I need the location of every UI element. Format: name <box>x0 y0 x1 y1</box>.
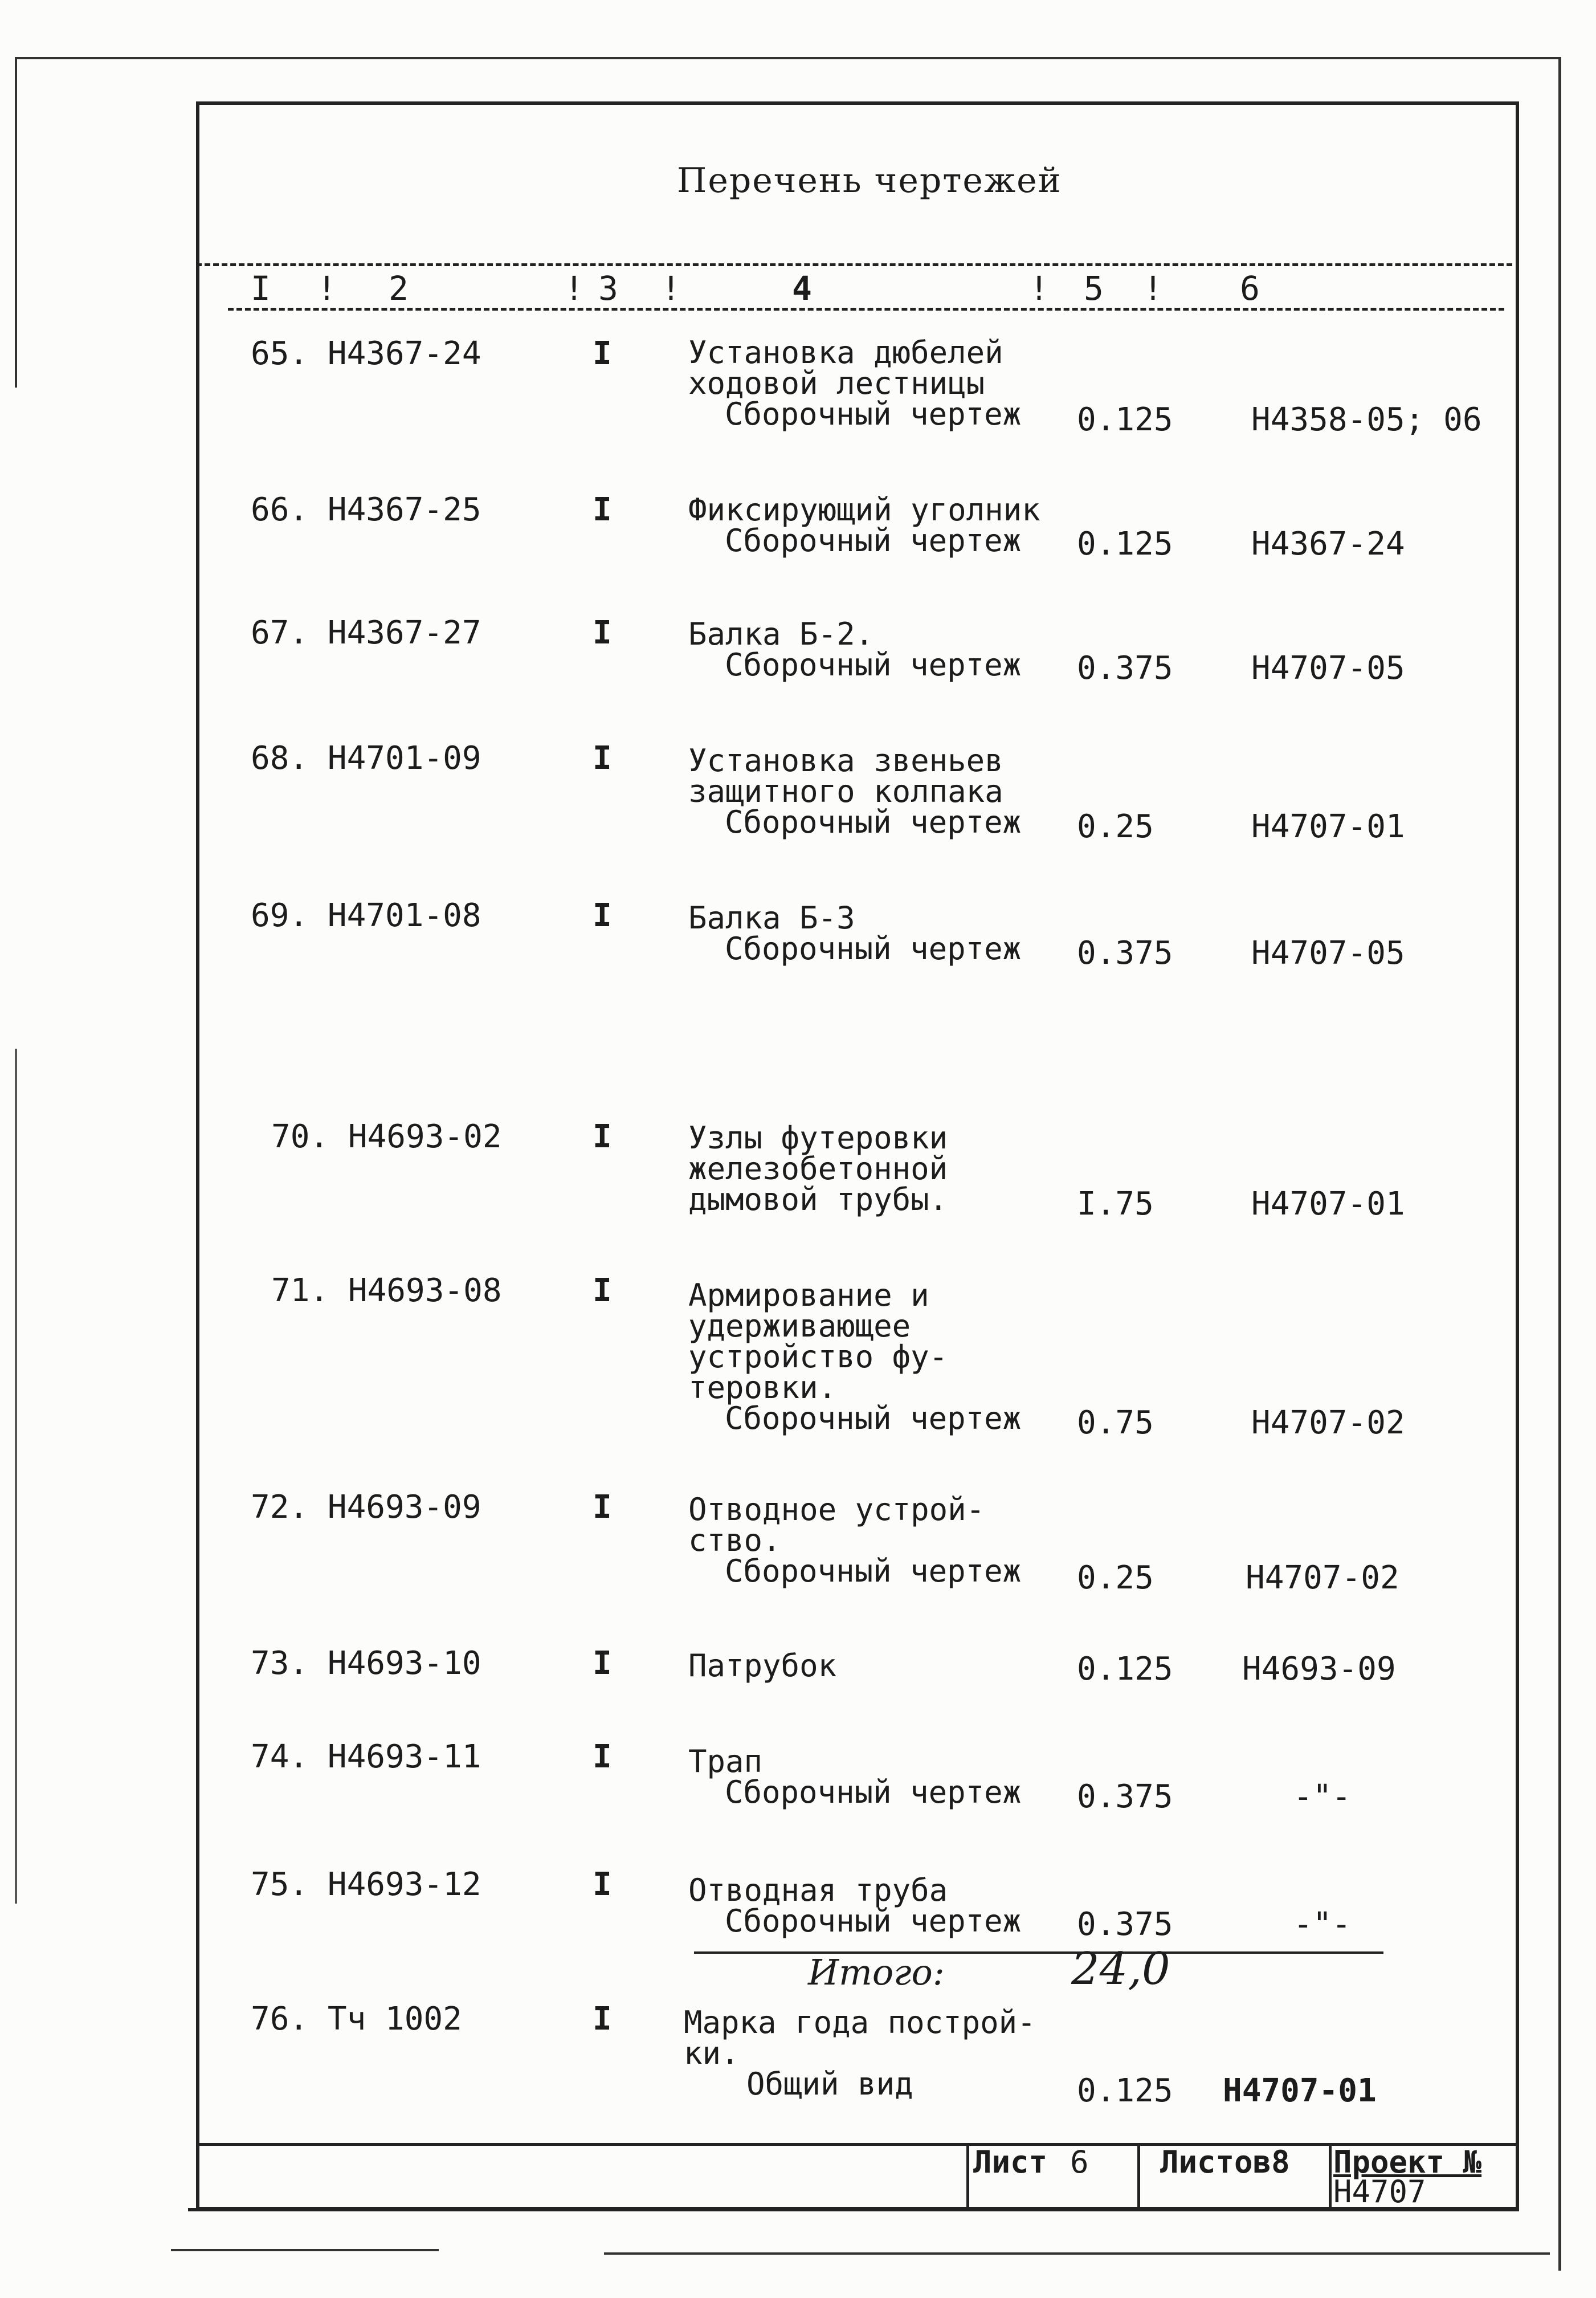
row-number-code: 74. Н4693-11 <box>251 1738 481 1775</box>
column-separator: ! <box>661 269 681 308</box>
total-value: 24,0 <box>1071 1943 1170 1995</box>
row-reference: -"- <box>1293 1778 1352 1815</box>
row-number-code: 66. Н4367-25 <box>251 491 481 528</box>
row-name-line: Установка звеньев <box>688 743 1003 779</box>
row-reference: Н4358-05; 06 <box>1251 401 1482 438</box>
column-header-6: 6 <box>1240 269 1260 308</box>
row-mass: 0.125 <box>1077 2072 1173 2109</box>
row-subtitle: Сборочный чертеж <box>725 804 1022 840</box>
row-subtitle: Сборочный чертеж <box>725 647 1022 683</box>
row-subtitle: Сборочный чертеж <box>725 523 1022 559</box>
stamp-bottom-rule <box>188 2208 1519 2211</box>
row-reference: Н4707-01 <box>1223 2072 1377 2109</box>
row-name-line: ки. <box>684 2035 740 2071</box>
row-number-code: 73. Н4693-10 <box>251 1645 481 1682</box>
row-name-line: Патрубок <box>688 1648 837 1684</box>
row-name <box>688 1648 837 1684</box>
sheet-label: Лист <box>973 2144 1048 2180</box>
row-number-code: 65. Н4367-24 <box>251 335 481 372</box>
row-number-code: 76. Тч 1002 <box>251 2000 462 2038</box>
row-subtitle: Сборочный чертеж <box>725 931 1022 967</box>
project-number: Н4707 <box>1333 2174 1426 2210</box>
row-subtitle: Сборочный чертеж <box>725 1400 1022 1436</box>
row-quantity: I <box>593 2000 612 2038</box>
row-name-line: дымовой трубы. <box>688 1181 948 1217</box>
column-header-1: I <box>251 269 271 308</box>
stamp-divider <box>966 2143 969 2210</box>
row-quantity: I <box>593 614 612 651</box>
row-name-line: Армирование и <box>688 1277 929 1313</box>
row-reference: Н4707-01 <box>1251 808 1405 845</box>
row-subtitle: Сборочный чертеж <box>725 1774 1022 1810</box>
row-name-line: удерживающее <box>688 1308 911 1344</box>
row-reference: Н4707-02 <box>1251 1404 1405 1441</box>
row-name-line: Узлы футеровки <box>688 1120 948 1156</box>
row-mass: 0.125 <box>1077 525 1173 563</box>
header-top-rule <box>196 263 1512 266</box>
column-separator: ! <box>1029 269 1049 308</box>
row-name-line: Отводное устрой- <box>688 1492 985 1527</box>
row-quantity: I <box>593 1645 612 1682</box>
column-header-3: 3 <box>598 269 618 308</box>
row-quantity: I <box>593 1738 612 1775</box>
column-separator: ! <box>317 269 337 308</box>
row-reference: Н4693-09 <box>1242 1651 1396 1688</box>
row-mass: 0.25 <box>1077 808 1154 845</box>
row-reference: Н4367-24 <box>1251 525 1405 563</box>
row-quantity: I <box>593 1272 612 1309</box>
stamp-divider <box>1137 2143 1140 2210</box>
row-name <box>688 1120 948 1217</box>
row-name-line: теровки. <box>688 1370 837 1405</box>
total-label: Итого: <box>808 1951 945 1993</box>
sheet-edge-mark <box>15 1049 17 1904</box>
row-name <box>688 745 1021 838</box>
row-name-line: Балка Б-2. <box>688 616 874 652</box>
row-name-line: Балка Б-3 <box>688 900 855 936</box>
sheet-bottom-edge <box>604 2252 1550 2255</box>
row-quantity: I <box>593 335 612 372</box>
row-name-line: Марка года построй- <box>684 2004 1036 2040</box>
row-number-code: 75. Н4693-12 <box>251 1866 481 1903</box>
row-name <box>684 2004 1036 2102</box>
sheet-bottom-edge <box>171 2249 439 2251</box>
row-name-line: Трап <box>688 1743 763 1779</box>
row-name-line: Фиксирующий уголник <box>688 492 1040 528</box>
row-mass: 0.375 <box>1077 650 1173 687</box>
row-quantity: I <box>593 1118 612 1155</box>
stamp-divider <box>1329 2143 1332 2210</box>
row-number-code: 71. Н4693-08 <box>271 1272 502 1309</box>
row-name-line: Отводная труба <box>688 1872 948 1908</box>
row-quantity: I <box>593 740 612 777</box>
row-name <box>688 337 1021 430</box>
row-reference: -"- <box>1293 1906 1352 1943</box>
row-name <box>688 1872 1022 1939</box>
project-label: Проект № <box>1333 2144 1482 2180</box>
page-title: Перечень чертежей <box>677 161 1062 201</box>
column-header-5: 5 <box>1084 269 1104 308</box>
header-bottom-rule <box>228 308 1504 311</box>
row-subtitle: Общий вид <box>746 2066 913 2102</box>
row-mass: 0.75 <box>1077 1404 1154 1441</box>
column-header-4: 4 <box>792 269 812 308</box>
row-mass: 0.375 <box>1077 1778 1173 1815</box>
sheet-number: 6 <box>1070 2144 1089 2180</box>
row-number-code: 67. Н4367-27 <box>251 614 481 651</box>
row-number-code: 72. Н4693-09 <box>251 1489 481 1526</box>
row-name <box>688 616 1022 683</box>
row-mass: 0.375 <box>1077 1906 1173 1943</box>
row-reference: Н4707-02 <box>1246 1559 1399 1596</box>
row-name-line: ходовой лестницы <box>688 365 985 401</box>
row-mass: 0.125 <box>1077 401 1173 438</box>
column-separator: ! <box>1143 269 1163 308</box>
row-name-line: защитного колпака <box>688 773 1003 809</box>
row-number-code: 70. Н4693-02 <box>271 1118 502 1155</box>
column-header-2: 2 <box>389 269 409 308</box>
row-name <box>688 492 1040 559</box>
row-number-code: 69. Н4701-08 <box>251 897 481 934</box>
row-mass: I.75 <box>1077 1185 1154 1223</box>
row-quantity: I <box>593 491 612 528</box>
stamp-top-rule <box>196 2143 1519 2146</box>
row-name <box>688 900 1022 967</box>
row-subtitle: Сборочный чертеж <box>725 1553 1022 1589</box>
row-subtitle: Сборочный чертеж <box>725 1903 1022 1939</box>
row-name-line: Установка дюбелей <box>688 335 1003 370</box>
row-mass: 0.375 <box>1077 935 1173 972</box>
row-reference: Н4707-05 <box>1251 935 1405 972</box>
row-reference: Н4707-05 <box>1251 650 1405 687</box>
row-reference: Н4707-01 <box>1251 1185 1405 1223</box>
sheets-label: Листов8 <box>1160 2144 1290 2180</box>
sheet-edge-mark <box>15 57 17 388</box>
row-name-line: устройство фу- <box>688 1339 948 1375</box>
row-quantity: I <box>593 897 612 934</box>
row-name-line: железобетонной <box>688 1151 948 1187</box>
row-quantity: I <box>593 1866 612 1903</box>
row-number-code: 68. Н4701-09 <box>251 740 481 777</box>
row-subtitle: Сборочный чертеж <box>725 396 1022 432</box>
row-name <box>688 1494 1021 1587</box>
row-mass: 0.25 <box>1077 1559 1154 1596</box>
row-quantity: I <box>593 1489 612 1526</box>
total-rule <box>694 1951 1383 1954</box>
column-separator: ! <box>564 269 584 308</box>
row-name <box>688 1743 1022 1810</box>
row-mass: 0.125 <box>1077 1651 1173 1688</box>
row-name-line: ство. <box>688 1522 781 1558</box>
row-name <box>688 1277 1022 1436</box>
